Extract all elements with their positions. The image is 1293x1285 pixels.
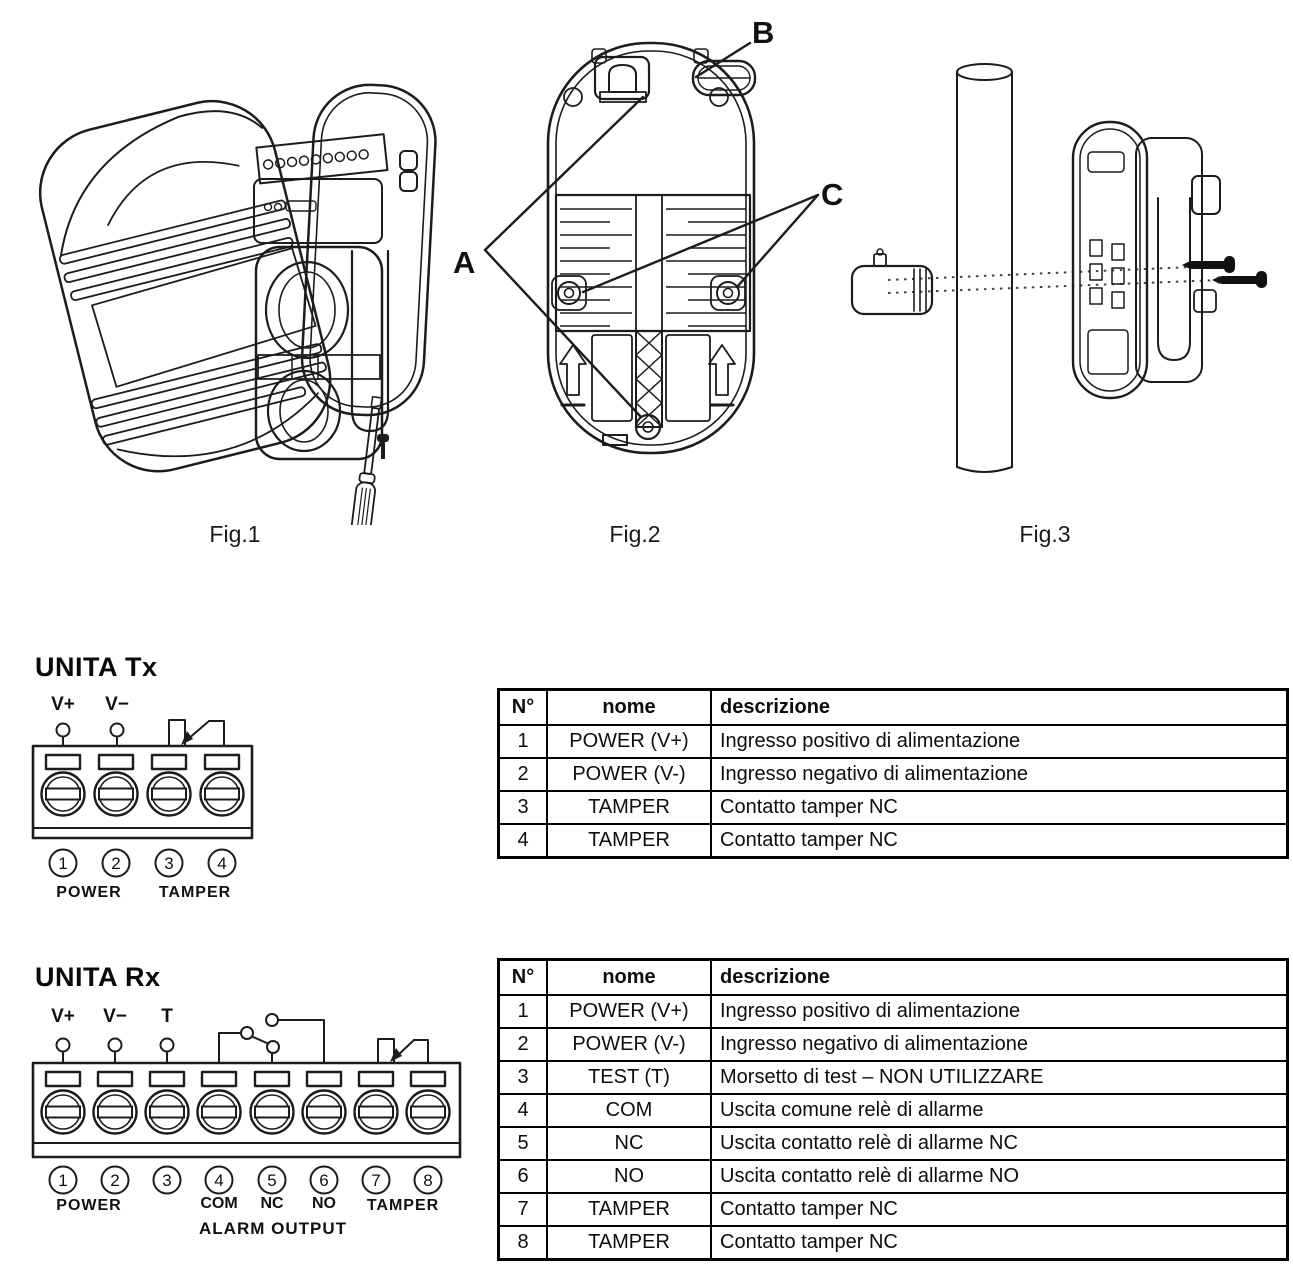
rx-table-row [499,1028,1288,1061]
front-cover-drawing [30,87,344,485]
tx-header-n: N° [499,690,548,726]
rx-table-row [499,1094,1288,1127]
rx-group-com: COM [200,1195,238,1212]
pole-drawing [957,64,1012,472]
rx-cell-nome: TAMPER [547,1193,711,1226]
tx-group-power: POWER [56,884,122,901]
tx-cell-nome: TAMPER [547,824,711,858]
rx-section-title: UNITA Rx [35,962,161,992]
rx-cell-n: 2 [499,1028,548,1061]
rx-cell-nome: NC [547,1127,711,1160]
tx-terminal-label-vplus: V+ [51,694,75,715]
tx-number-3: 3 [164,854,174,873]
label-b: B [752,15,775,50]
rx-cell-nome: TEST (T) [547,1061,711,1094]
tx-cell-n: 3 [499,791,548,824]
rx-cell-desc: Uscita contatto relè di allarme NC [711,1127,1288,1160]
rx-cell-n: 1 [499,995,548,1028]
rx-number-6: 6 [319,1171,329,1190]
rx-cell-desc: Contatto tamper NC [711,1193,1288,1226]
tx-section-title: UNITA Tx [35,652,158,682]
rx-cell-nome: TAMPER [547,1226,711,1260]
rx-cell-nome: COM [547,1094,711,1127]
rx-cell-nome: NO [547,1160,711,1193]
rx-group-nc: NC [260,1195,284,1212]
fig2-caption: Fig.2 [609,521,661,547]
rx-terminal-label-vminus: V− [103,1006,127,1027]
rx-number-5: 5 [267,1171,277,1190]
tx-cell-desc: Ingresso negativo di alimentazione [711,758,1288,791]
rx-cell-desc: Ingresso negativo di alimentazione [711,1028,1288,1061]
rx-terminal-label-vplus: V+ [51,1006,75,1027]
fig3-pole-mounting-drawing [840,40,1293,490]
tx-table-row [499,824,1288,858]
label-a: A [453,245,476,280]
rx-group-tamper: TAMPER [366,1197,440,1214]
fig1-exploded-view-drawing [30,55,460,525]
rx-cell-n: 7 [499,1193,548,1226]
rx-group-no: NO [312,1195,336,1212]
up-arrow-right [709,345,735,405]
rx-number-3: 3 [162,1171,172,1190]
tx-table-row [499,758,1288,791]
tx-terminal-numbers [50,850,236,877]
tx-number-1: 1 [58,854,68,873]
mounting-hole-right [711,276,745,310]
alignment-dotted-lines [888,267,1220,293]
clamp-drawing [852,249,932,314]
fig1-caption: Fig.1 [209,521,261,547]
rx-table-row [499,1193,1288,1226]
tx-cell-desc: Contatto tamper NC [711,824,1288,858]
rx-terminal-numbers [50,1167,442,1194]
rx-number-7: 7 [371,1171,381,1190]
fig3-caption: Fig.3 [1019,521,1071,547]
rx-tamper-switch-symbol [378,1039,428,1063]
rx-terminal-block [33,1063,460,1157]
rx-cell-n: 4 [499,1094,548,1127]
rx-group-alarm-output: ALARM OUTPUT [199,1219,347,1238]
tx-tamper-switch-symbol [169,720,224,746]
rx-table-row [499,1061,1288,1094]
rx-table-row [499,995,1288,1028]
tx-number-2: 2 [111,854,121,873]
rx-cell-nome: POWER (V-) [547,1028,711,1061]
fig2-backplate-drawing [440,5,860,505]
rx-header-n: N° [499,960,548,996]
rx-number-2: 2 [110,1171,120,1190]
tx-cell-nome: POWER (V+) [547,725,711,758]
mounting-screws-drawing [1182,256,1267,288]
tx-cell-n: 2 [499,758,548,791]
tx-cell-nome: TAMPER [547,791,711,824]
tx-header-nome: nome [547,690,711,726]
rx-group-power: POWER [56,1197,122,1214]
tx-header-descrizione: descrizione [711,690,1288,726]
rear-unit-drawing [254,82,438,525]
tx-terminal-block [33,746,252,838]
tx-table-row [499,725,1288,758]
tx-number-4: 4 [217,854,227,873]
rx-terminal-label-t: T [161,1006,173,1027]
rx-relay-symbol [219,1014,324,1063]
rx-cell-n: 3 [499,1061,548,1094]
rx-number-4: 4 [214,1171,224,1190]
tx-table-header-row [499,690,1288,726]
rx-table-row [499,1160,1288,1193]
tx-cell-desc: Contatto tamper NC [711,791,1288,824]
tx-cell-desc: Ingresso positivo di alimentazione [711,725,1288,758]
tx-cell-nome: POWER (V-) [547,758,711,791]
rx-cell-desc: Contatto tamper NC [711,1226,1288,1260]
tx-cell-n: 4 [499,824,548,858]
rx-table-row [499,1226,1288,1260]
rx-cell-desc: Ingresso positivo di alimentazione [711,995,1288,1028]
rx-header-descrizione: descrizione [711,960,1288,996]
rx-terminal-diagram [20,1000,490,1245]
rx-number-8: 8 [423,1171,433,1190]
tx-cell-n: 1 [499,725,548,758]
rx-header-nome: nome [547,960,711,996]
tx-table-row [499,791,1288,824]
rx-number-1: 1 [58,1171,68,1190]
callout-lines [485,43,818,417]
tx-terminal-label-vminus: V− [105,694,129,715]
rx-cell-n: 5 [499,1127,548,1160]
rx-table-row [499,1127,1288,1160]
detector-side-drawing [1073,122,1220,398]
label-c: C [821,177,844,212]
rx-cell-nome: POWER (V+) [547,995,711,1028]
crosshatch-strip-drawing [636,331,662,427]
rx-cell-n: 6 [499,1160,548,1193]
rx-cell-n: 8 [499,1226,548,1260]
tx-table [497,688,1289,859]
rx-cell-desc: Uscita comune relè di allarme [711,1094,1288,1127]
rx-table [497,958,1289,1261]
tx-terminal-diagram [25,690,285,905]
tx-group-tamper: TAMPER [158,884,232,901]
rx-cell-desc: Morsetto di test – NON UTILIZZARE [711,1061,1288,1094]
rx-cell-desc: Uscita contatto relè di allarme NO [711,1160,1288,1193]
rx-table-header-row [499,960,1288,996]
